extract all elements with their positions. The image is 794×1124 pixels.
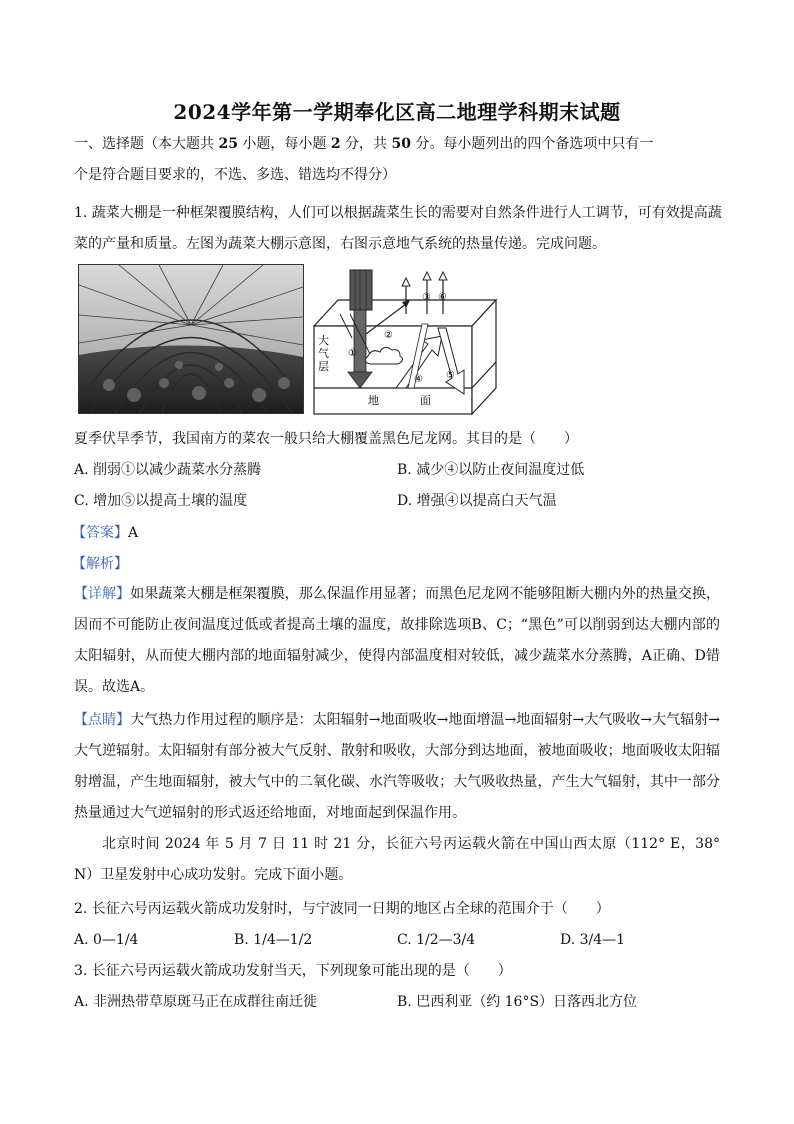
q3-stem: 3. 长征六号丙运载火箭成功发射当天，下列现象可能出现的是（ ） [74, 963, 512, 979]
page-title: 2024学年第一学期奉化区高二地理学科期末试题 [173, 100, 621, 124]
question-count: 25 [218, 136, 238, 152]
label-ground-2: 面 [420, 394, 431, 407]
mark-2: ② [384, 330, 393, 341]
label-atmosphere-3: 层 [318, 360, 329, 373]
q2-intro: 北京时间 2024 年 5 月 7 日 11 时 21 分，长征六号丙运载火箭在中国山西太原（112° E，38° N）卫星发射中心成功发射。完成下面小题。 [74, 836, 720, 883]
label-ground-1: 地 [368, 394, 379, 407]
mark-3: ③ [422, 292, 431, 303]
points-per-question: 2 [330, 136, 341, 152]
q2-option-b[interactable]: B. 1/4—1/2 [234, 932, 313, 948]
q1-stem-line2: 菜的产量和质量。左图为蔬菜大棚示意图，右图示意地气系统的热量传递。完成问题。 [74, 236, 606, 252]
label-atmosphere-2: 气 [318, 347, 329, 360]
instruction-text: 分。每小题列出的四个备选项中只有一 [410, 136, 654, 152]
q1-option-d[interactable]: D. 增强④以提高白天气温 [397, 493, 557, 509]
total-points: 50 [391, 136, 411, 152]
analysis-label: 【解析】 [72, 556, 128, 572]
q3-option-a[interactable]: A. 非洲热带草原斑马正在成群往南迁徙 [74, 994, 318, 1010]
q2-stem: 2. 长征六号丙运载火箭成功发射时，与宁波同一日期的地区占全球的范围介于（ ） [74, 901, 610, 917]
instruction-text: 分，共 [340, 136, 392, 152]
heat-transfer-diagram [310, 264, 500, 422]
q1-tip [74, 705, 720, 829]
q1-stem-line1: 1. 蔬菜大棚是一种框架覆膜结构，人们可以根据蔬菜生长的需要对自然条件进行人工调节，可有效提高蔬 [74, 205, 722, 221]
section-instruction-line2: 个是符合题目要求的，不选、多选、错选均不得分） [74, 167, 396, 183]
heat-transfer-svg [310, 264, 500, 422]
tip-label: 【点睛】 [74, 712, 131, 728]
mark-4: ④ [414, 374, 423, 385]
instruction-text: 小题，每小题 [237, 136, 331, 152]
q3-option-b[interactable]: B. 巴西利亚（约 16°S）日落西北方位 [397, 994, 638, 1010]
q1-detail [74, 579, 720, 703]
q1-question: 夏季伏旱季节，我国南方的菜农一般只给大棚覆盖黑色尼龙网。其目的是（ ） [74, 431, 578, 447]
detail-label: 【详解】 [74, 586, 131, 602]
q2-option-a[interactable]: A. 0—1/4 [74, 932, 139, 948]
q1-answer-row [72, 523, 138, 543]
q1-option-b[interactable]: B. 减少④以防止夜间温度过低 [397, 462, 585, 478]
q2-option-c[interactable]: C. 1/2—3/4 [397, 932, 476, 948]
mark-1: ① [348, 348, 357, 359]
q1-option-c[interactable]: C. 增加⑤以提高土壤的温度 [74, 493, 248, 509]
greenhouse-illustration [79, 265, 303, 413]
answer-label: 【答案】 [72, 525, 128, 541]
label-atmosphere-1: 大 [318, 334, 329, 347]
greenhouse-photo [78, 264, 304, 414]
detail-text: 如果蔬菜大棚是框架覆膜，那么保温作用显著；而黑色尼龙网不能够阻断大棚内外的热量交换，因而不可能防止夜间温度过低或者提高土壤的温度，故排除选项B、C；“黑色”可以削弱到达大棚内部的太阳辐射，从而使大棚内部的地面辐射减少，使得内部温度相对较低，减少蔬菜水分蒸腾，A正确、D错误。故选A。 [74, 586, 721, 695]
tip-text: 大气热力作用过程的顺序是：太阳辐射→地面吸收→地面增温→地面辐射→大气吸收→大气辐射→大气逆辐射。太阳辐射有部分被大气反射、散射和吸收，大部分到达地面，被地面吸收；地面吸收太阳辐射增温，产生地面辐射，被大气中的二氧化碳、水汽等吸收；大气吸收热量，产生大气辐射，其中一部分热量通过大气逆辐射的形式返还给地面，对地面起到保温作用。 [74, 712, 720, 821]
mark-5: ⑤ [446, 370, 455, 381]
q2-option-d[interactable]: D. 3/4—1 [560, 932, 626, 948]
answer-value: A [128, 525, 139, 541]
q1-option-a[interactable]: A. 削弱①以减少蔬菜水分蒸腾 [74, 462, 262, 478]
section-instruction-line1 [74, 134, 653, 154]
mark-6: ⑥ [438, 292, 447, 303]
instruction-text: 一、选择题（本大题共 [74, 136, 219, 152]
